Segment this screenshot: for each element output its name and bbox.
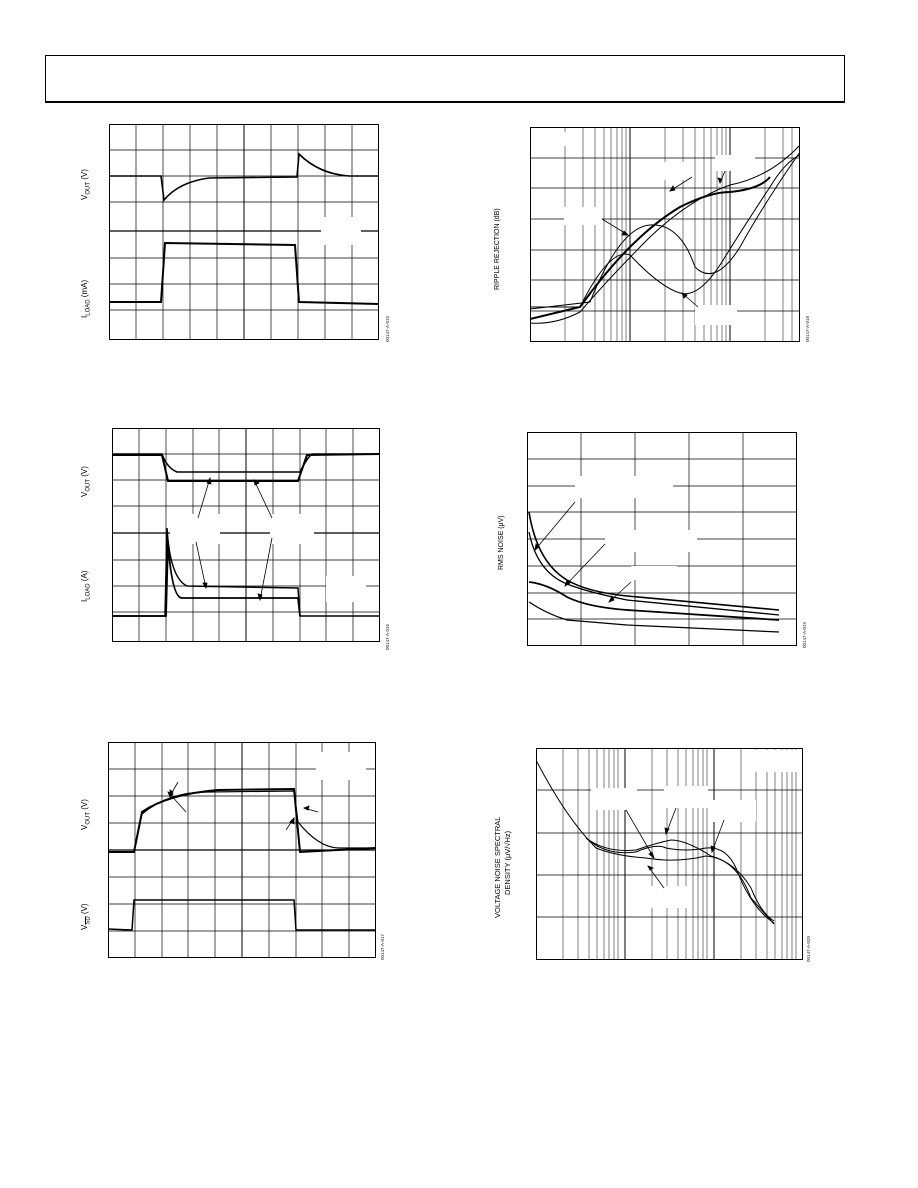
ripple-rejection-axis-label: RIPPLE REJECTION (dB) <box>494 208 501 290</box>
load-transient-ma-figure <box>109 124 379 340</box>
shutdown-transient-figure <box>108 742 376 958</box>
figure-code: 00147-A-019 <box>802 621 807 648</box>
vout-axis-label: $V_{OUT}$ (V) <box>80 169 92 200</box>
noise-density-figure <box>536 748 803 960</box>
vout-axis-label: $V_{OUT}$ (V) <box>80 799 92 830</box>
iload-ma-axis-label: $I_{LOAD}$ (mA) <box>80 279 92 318</box>
rms-noise-axis-label: RMS NOISE (μV) <box>498 515 505 570</box>
rms-noise-chart <box>527 432 797 646</box>
page-header-box <box>45 55 845 103</box>
noise-density-axis-label-line1: VOLTAGE NOISE SPECTRAL <box>493 816 502 918</box>
figure-code: 00147-A-015 <box>385 315 390 342</box>
noise-density-axis-label-line2: DENSITY (μV/√Hz) <box>503 830 512 895</box>
figure-code: 00147-A-018 <box>805 315 810 342</box>
rms-noise-figure <box>527 432 797 646</box>
ripple-rejection-figure <box>530 127 800 342</box>
noise-density-chart <box>536 748 803 960</box>
shutdown-transient-scope <box>108 742 376 958</box>
figure-code: 00147-A-020 <box>806 935 811 962</box>
ripple-rejection-chart <box>530 127 800 342</box>
iload-a-axis-label: $I_{LOAD}$ (A) <box>80 570 92 602</box>
vsd-axis-label: $V_{\overline{SD}}$ (V) <box>80 903 92 930</box>
figure-code: 00147-A-017 <box>380 933 385 960</box>
load-transient-ma-scope <box>109 124 379 340</box>
load-transient-a-scope <box>112 428 380 642</box>
vout-axis-label: $V_{OUT}$ (V) <box>80 466 92 497</box>
load-transient-a-figure <box>112 428 380 642</box>
figure-code: 00147-A-016 <box>385 623 390 650</box>
